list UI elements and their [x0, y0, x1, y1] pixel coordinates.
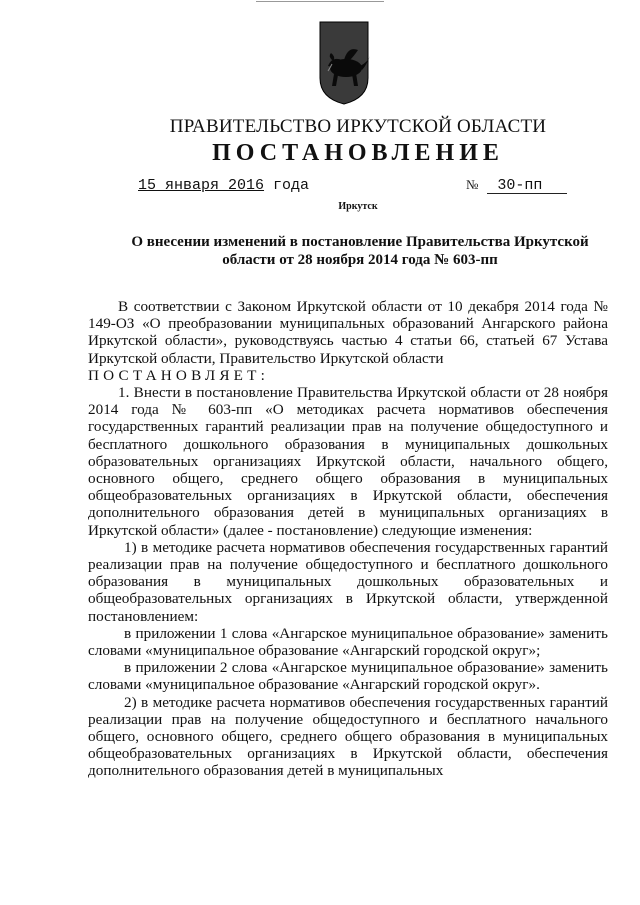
preamble-paragraph: В соответствии с Законом Иркутской области от 10 декабря 2014 года № 149-ОЗ «О преобразовании муниципальных образований Ангарского района Иркутской области», руководствуясь частью 4 статьи 66, статьей 67 Устава Иркутской области, Правительство Иркутской области — [88, 298, 608, 367]
body-paragraph: 1) в методике расчета нормативов обеспечения государственных гарантий реализации прав на получение общедоступного и бесплатного дошкольного образования в муниципальных дошкольных образовательных и общеобразовательных организациях в Иркутской области, утвержденной постановлением: — [88, 538, 608, 625]
number-sign: № — [466, 177, 479, 192]
coat-of-arms-icon — [298, 16, 390, 108]
document-body — [88, 298, 608, 780]
date-value: 15 января 2016 — [138, 177, 265, 194]
city-label: Иркутск — [338, 201, 378, 212]
government-name: ПРАВИТЕЛЬСТВО ИРКУТСКОЙ ОБЛАСТИ — [169, 116, 547, 137]
document-date — [138, 177, 309, 194]
resolve-heading: ПОСТАНОВЛЯЕТ: — [88, 366, 270, 384]
body-paragraph: 1. Внести в постановление Правительства Иркутской области от 28 ноября 2014 года № 603-пп «О методиках расчета нормативов обеспечения государственных гарантий реализации прав на получение общедоступного и бесплатного дошкольного образования в муниципальных дошкольных образовательных организациях Иркутской области, начального общего, основного общего, среднего общего образования в муниципальных общеобразовательных организациях в Иркутской области, обеспечения дополнительного образования детей в муниципальных организациях в Иркутской области» (далее - постановление) следующие изменения: — [88, 384, 608, 539]
document-number — [466, 177, 567, 194]
date-suffix: года — [264, 177, 310, 194]
body-paragraph: в приложении 1 слова «Ангарское муниципальное образование» заменить словами «муниципальное образование «Ангарский городской округ»; — [88, 624, 608, 660]
body-paragraph: 2) в методике расчета нормативов обеспечения государственных гарантий реализации прав на получение общедоступного и бесплатного начального общего, основного общего, среднего общего образования в муниципальных общеобразовательных организациях в Иркутской области, обеспечения дополнительного образования детей в муниципальных — [88, 693, 608, 780]
top-divider — [256, 1, 384, 2]
number-value: 30-пп — [487, 178, 567, 194]
body-paragraph: в приложении 2 слова «Ангарское муниципальное образование» заменить словами «муниципальное образование «Ангарский городской округ». — [88, 659, 608, 694]
document-subject: О внесении изменений в постановление Правительства Иркутской области от 28 ноября 2014 года № 603-пп — [131, 234, 589, 268]
document-type-title: ПОСТАНОВЛЕНИЕ — [212, 140, 504, 166]
